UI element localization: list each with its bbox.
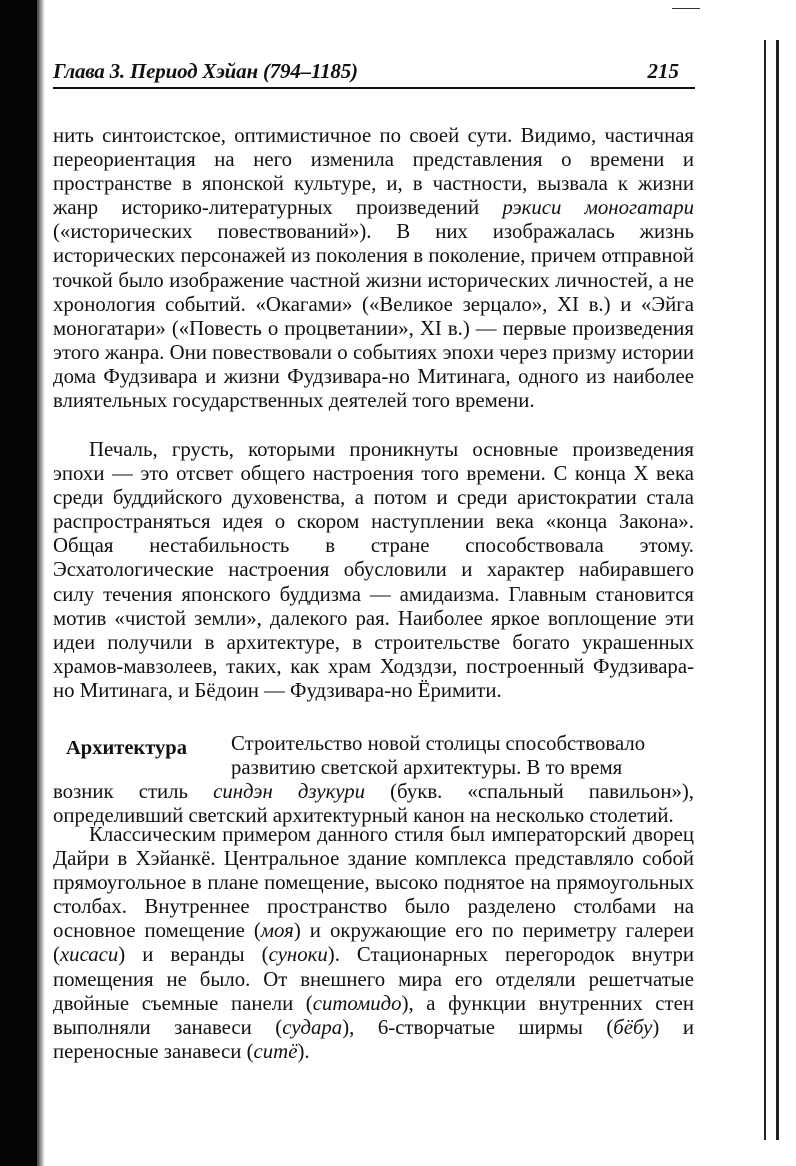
paragraph-continuation	[53, 124, 694, 413]
term: суноки	[268, 943, 328, 967]
term: ситомидо	[312, 991, 402, 1015]
architecture-section-intro	[53, 732, 694, 828]
text-run: ).	[297, 1039, 310, 1063]
chapter-title: Глава 3. Период Хэйан (794–1185)	[53, 59, 358, 83]
paragraph	[53, 823, 694, 1064]
page-edge-line	[764, 40, 766, 1140]
text-run: (букв. «спальный павильон»), определивший светский архитектурный канон на несколько столетий.	[53, 780, 694, 828]
text-run: нить синтоистское, оптимистичное по своей сути. Видимо, частичная переориентация на него изменила представления о времени и пространстве в японской культуре, и, в частности, вызвала к жизни жанр историко-литературных произведений	[53, 124, 694, 220]
running-header	[53, 56, 693, 88]
term: бёбу	[613, 1015, 653, 1039]
term: рэкиси моногатари	[502, 196, 694, 220]
text-run: возник стиль	[53, 780, 214, 804]
page-edge-line	[776, 40, 779, 1140]
text-run: ) и переносные занавеси (	[53, 1015, 694, 1063]
term: синдэн дзукури	[213, 780, 366, 804]
text-run: ). Стационарных перегородок внутри помещения не было. От внешнего мира его отделяли решетчатые двойные съемные панели (	[53, 943, 694, 1015]
term: ситё	[253, 1039, 298, 1063]
text-run: ) и окружающие его по периметру галереи (	[53, 919, 694, 967]
paragraph	[53, 438, 694, 703]
scan-edge-mark	[672, 8, 700, 9]
term: судара	[282, 1015, 343, 1039]
page-number: 215	[647, 59, 679, 83]
paragraph-text: Печаль, грусть, которыми проникнуты основные произведения эпохи — это отсвет общего настроения того времени. С конца X века среди буддийского духовенства, а потом и среди аристократии стала распространяться идея о скором наступлении века «конца Закона». Общая нестабильность в стране способствовала этому. Эсхатологические настроения обусловили и характер набиравшего силу течения японского буддизма — амидаизма. Главным становится мотив «чистой земли», далекого рая. Наиболее яркое воплощение эти идеи получили в архитектуре, в строительстве богато украшенных храмов-мавзолеев, таких, как храм Ходздзи, построенный Фудзивара-но Митинага, и Бёдоин — Фудзивара-но Ёримити.	[53, 438, 694, 702]
text-run: ), 6-створчатые ширмы (	[342, 1015, 614, 1039]
spine-gradient	[37, 0, 45, 1166]
header-rule	[53, 87, 695, 89]
text-line: Строительство новой столицы способствовало	[231, 732, 646, 755]
term: моя	[260, 919, 294, 943]
text-run: ) и веранды (	[118, 943, 269, 967]
side-heading: Архитектура	[66, 737, 187, 759]
text-run: Классическим примером данного стиля был императорский дворец Дайри в Хэйанкё. Центральное здание комплекса представляло собой прямоугольное в плане помещение, высоко поднятое на прямоугольных столбах. Внутреннее пространство было разделено столбами на основное помещение (	[53, 823, 694, 943]
text-run: ), а функции внутренних стен выполняли занавеси (	[53, 991, 694, 1039]
book-spine-shadow	[0, 0, 37, 1166]
text-line: развитию светской архитектуры. В то время	[231, 756, 623, 780]
term: хисаси	[59, 943, 119, 967]
text-run: («исторических повествований»). В них изображалась жизнь исторических персонажей из поколения в поколение, причем отправной точкой было изображение частной жизни исторических личностей, а не хронология событий. «Окагами» («Великое зерцало», XI в.) и «Эйга моногатари» («Повесть о процветании», XI в.) — первые произведения этого жанра. Они повествовали о событиях эпохи через призму истории дома Фудзивара и жизни Фудзивара-но Митинага, одного из наиболее влиятельных государственных деятелей того времени.	[53, 220, 694, 413]
